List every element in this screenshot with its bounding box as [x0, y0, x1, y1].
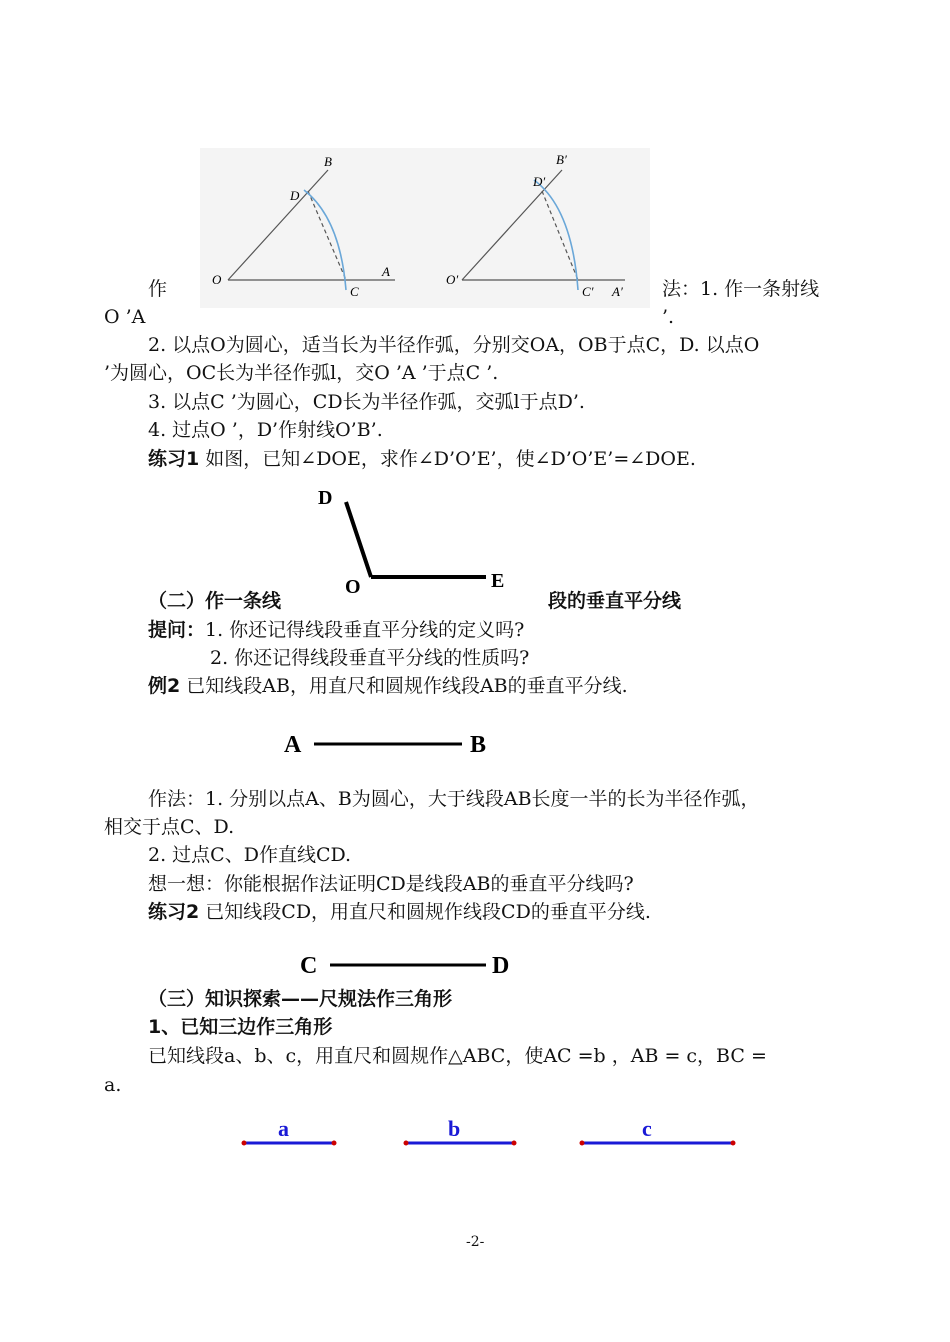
label-a: A [382, 264, 390, 279]
method-step3: 3. 以点C ’为圆心，CD长为半径作弧，交弧l于点D’. [148, 391, 585, 413]
label-o-prime: O′ [446, 272, 459, 287]
label-seg-c: C [300, 953, 318, 979]
exercise-1-text: 如图，已知∠DOE，求作∠D’O’E’，使∠D’O’E’=∠DOE. [205, 448, 696, 470]
method-step2a: 2. 以点O为圆心，适当长为半径作弧，分别交OA，OB于点C，D. 以点O [148, 334, 760, 356]
label-c-prime: C′ [582, 284, 594, 299]
label-d: D [290, 188, 300, 203]
label-seg-d: D [492, 953, 510, 979]
method-zuo: 作 [148, 278, 168, 300]
method2-line3: 2. 过点C、D作直线CD. [148, 844, 352, 866]
exercise-1 [148, 445, 696, 473]
label-seg-a: A [284, 732, 302, 758]
label-c-segment: c [642, 1116, 652, 1141]
section-2-title-a: （二）作一条线 [148, 590, 282, 612]
label-b-segment: b [448, 1116, 461, 1141]
label-c: C [350, 284, 359, 299]
method-fa-step1: 法：1. 作一条射线 [662, 278, 820, 300]
segment-b [404, 1116, 517, 1146]
segment-ab-figure [280, 725, 500, 765]
question-2: 2. 你还记得线段垂直平分线的性质吗? [210, 647, 530, 669]
ray-tick: ’. [662, 306, 675, 328]
exercise-2 [148, 898, 651, 926]
method2-line2: 相交于点C、D. [104, 816, 235, 838]
label-a-prime: A′ [612, 284, 623, 299]
example-2-text: 已知线段AB，用直尺和圆规作线段AB的垂直平分线. [186, 675, 628, 697]
think-question: 想一想：你能根据作法证明CD是线段AB的垂直平分线吗? [148, 873, 634, 895]
question-label: 提问： [148, 619, 206, 641]
label-d-prime: D′ [533, 174, 546, 189]
label-doe-o: O [345, 576, 361, 595]
angle-doe-figure [310, 480, 520, 595]
segment-c [580, 1116, 736, 1146]
method-step4: 4. 过点O ’，D’作射线O’B’. [148, 419, 383, 441]
section-3-title: （三）知识探索——尺规法作三角形 [148, 988, 453, 1010]
question-1 [148, 616, 524, 644]
segments-abc-figure [236, 1110, 746, 1154]
method-step2b: ’为圆心，OC长为半径作弧l，交O ’A ’于点C ’. [104, 362, 499, 384]
segment-cd-figure [296, 946, 526, 986]
section-3-subtitle: 1、已知三边作三角形 [148, 1016, 333, 1038]
question-1-text: 1. 你还记得线段垂直平分线的定义吗? [205, 619, 525, 641]
ray-label: O ’A [104, 306, 146, 328]
label-doe-d: D [318, 487, 333, 509]
triangle-line1: 已知线段a、b、c，用直尺和圆规作△ABC，使AC =b ，AB = c，BC = [148, 1045, 767, 1067]
segment-a [242, 1116, 337, 1146]
label-a-segment: a [278, 1116, 289, 1141]
label-o: O [212, 272, 222, 287]
label-seg-b: B [470, 732, 487, 758]
label-doe-e: E [491, 570, 505, 592]
exercise-2-label: 练习2 [148, 901, 200, 923]
page-number: -2- [466, 1234, 485, 1250]
section-2-title-b: 段的垂直平分线 [548, 590, 682, 612]
exercise-1-label: 练习1 [148, 448, 200, 470]
label-b-prime: B′ [556, 152, 567, 167]
method2-line1: 作法：1. 分别以点A、B为圆心，大于线段AB长度一半的长为半径作弧， [148, 788, 760, 810]
example-2 [148, 672, 628, 700]
label-b: B [324, 154, 332, 169]
angle-construction-figure [200, 148, 650, 308]
exercise-2-text: 已知线段CD，用直尺和圆规作线段CD的垂直平分线. [205, 901, 651, 923]
example-2-label: 例2 [148, 675, 181, 697]
triangle-line2: a. [104, 1074, 122, 1096]
